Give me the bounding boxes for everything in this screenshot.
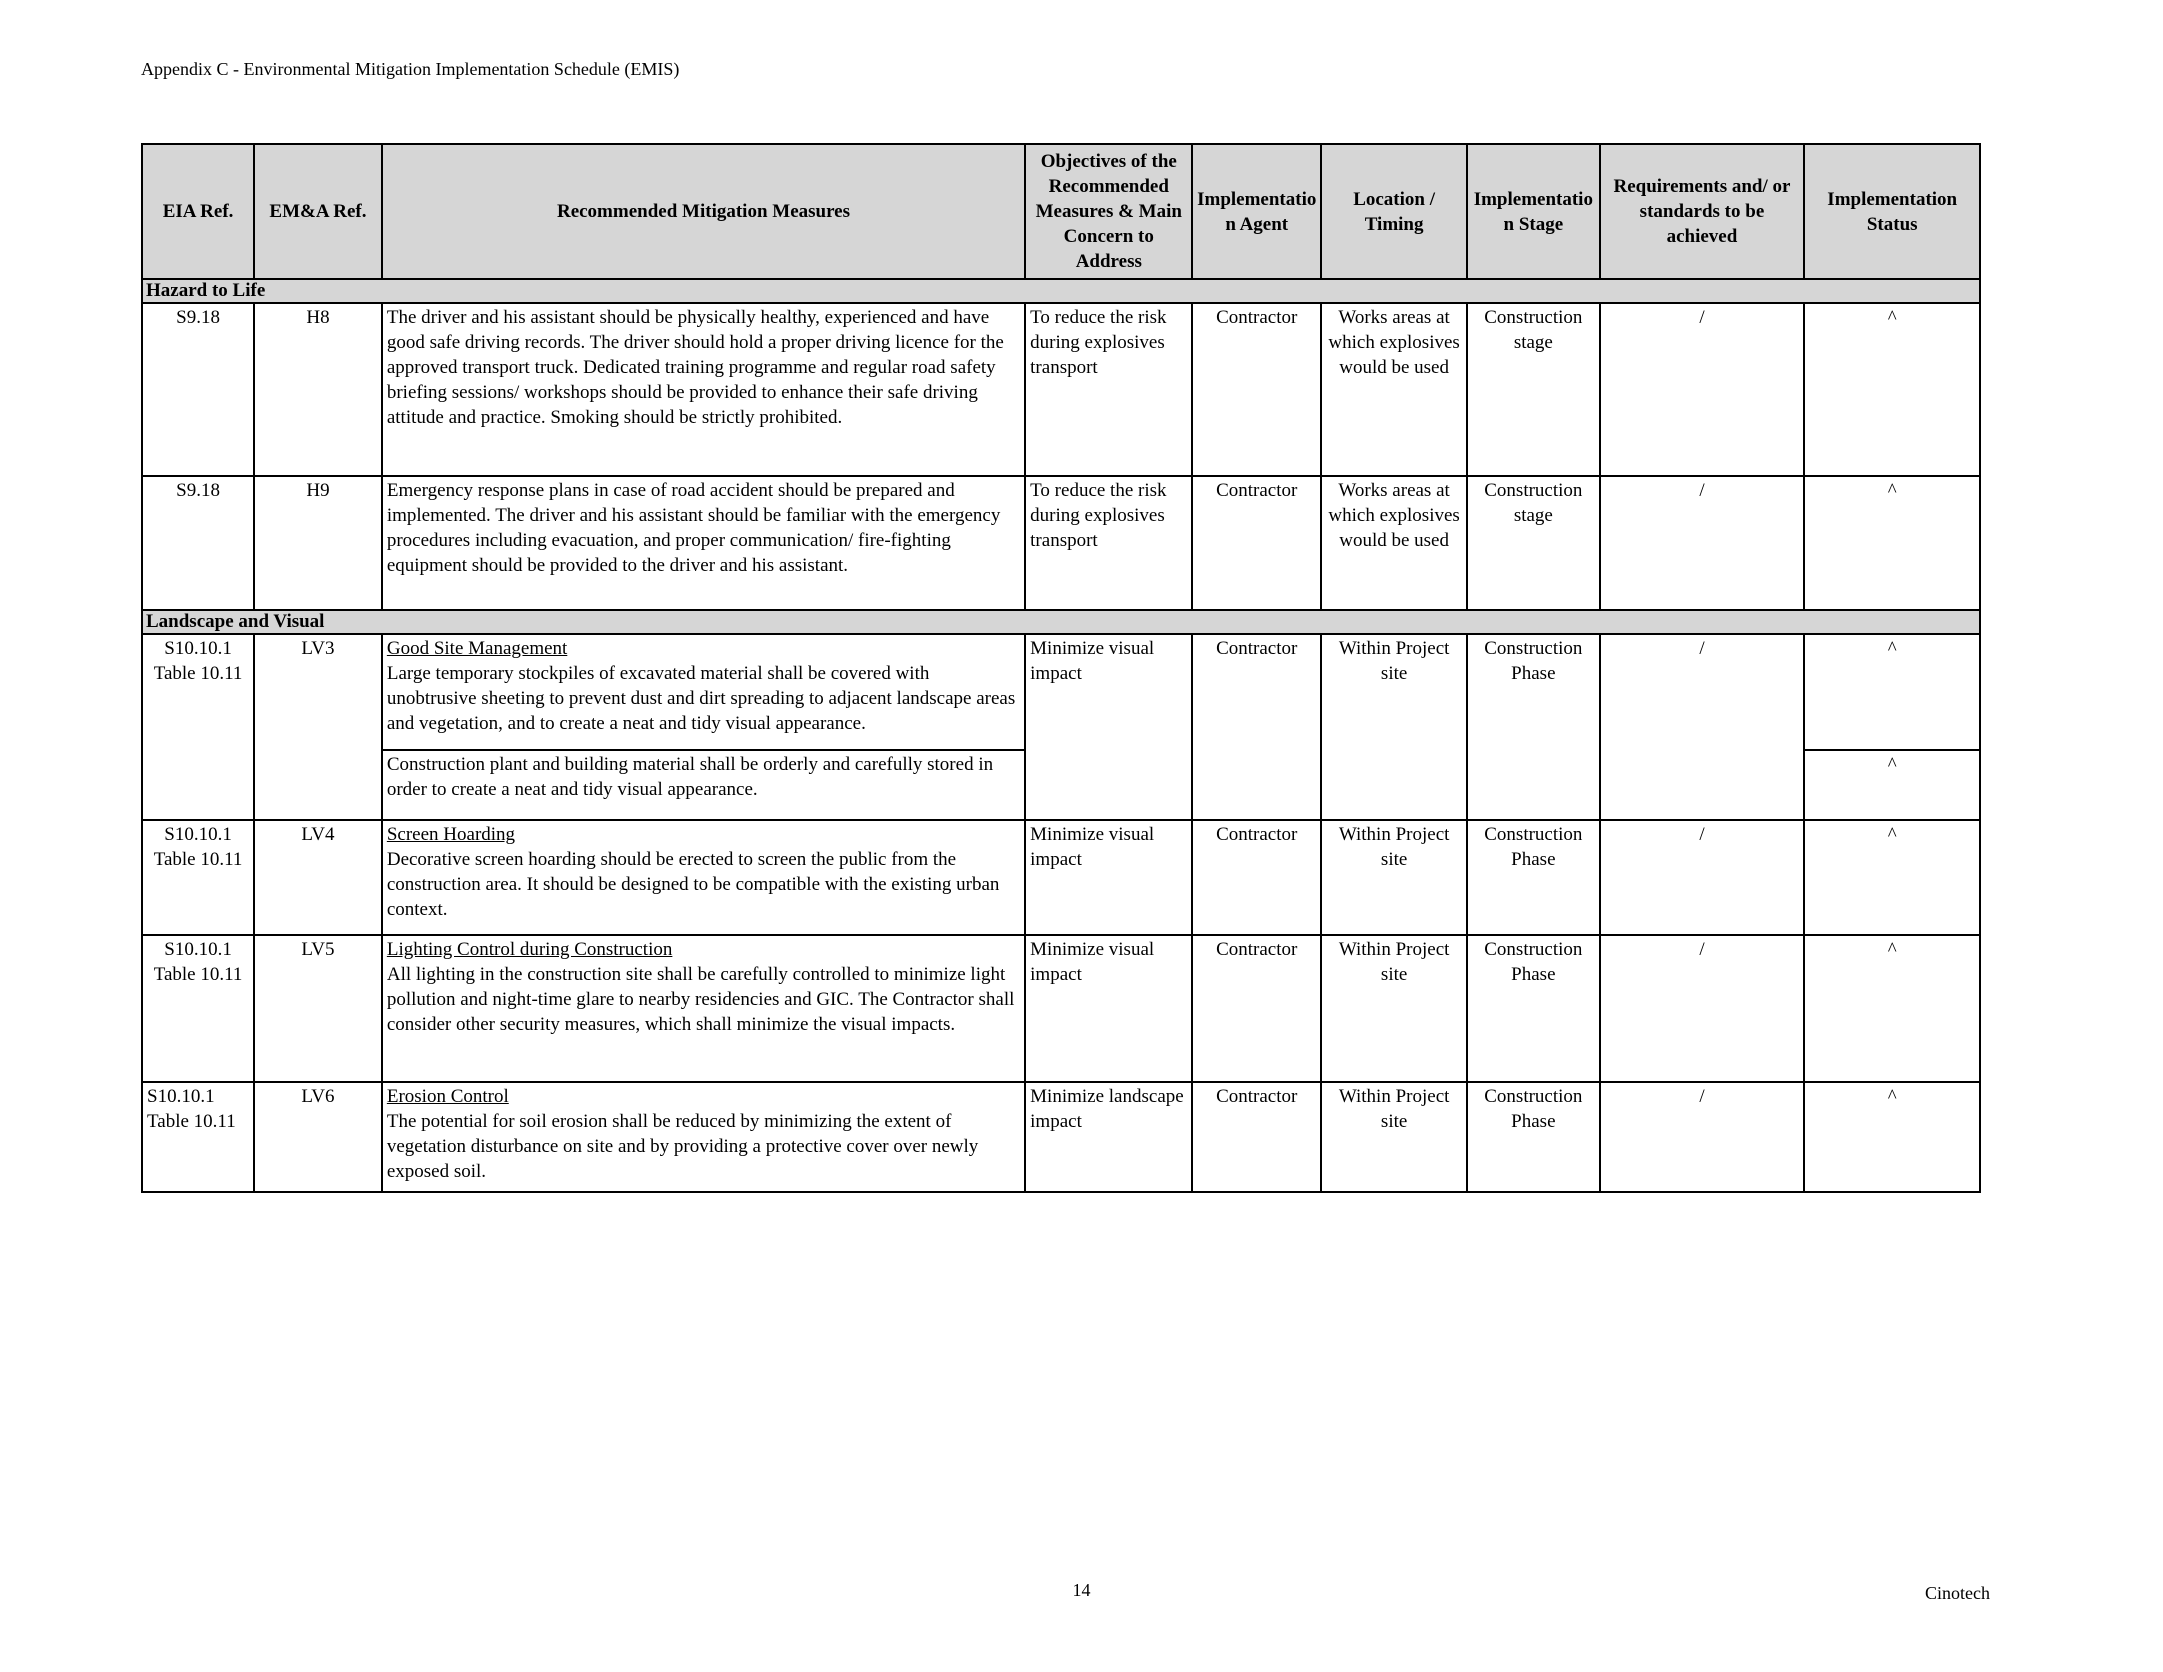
cell-ema-ref: LV5 bbox=[254, 935, 382, 1082]
page-number: 14 bbox=[1072, 1580, 1091, 1600]
cell-agent: Contractor bbox=[1192, 935, 1321, 1082]
cell-location: Within Project site bbox=[1321, 820, 1467, 935]
cell-eia-ref: S9.18 bbox=[142, 476, 254, 610]
cell-measure bbox=[382, 1082, 1025, 1192]
cell-location: Within Project site bbox=[1321, 935, 1467, 1082]
table-row-lv3 bbox=[142, 634, 1980, 750]
cell-measure bbox=[382, 303, 1025, 476]
cell-requirements: / bbox=[1600, 935, 1805, 1082]
section-title: Hazard to Life bbox=[142, 279, 1980, 303]
cell-location: Within Project site bbox=[1321, 634, 1467, 820]
document-title: Appendix C - Environmental Mitigation Implementation Schedule (EMIS) bbox=[141, 59, 680, 79]
cell-objective: To reduce the risk during explosives transport bbox=[1025, 476, 1192, 610]
cell-status: ^ bbox=[1804, 634, 1980, 750]
cell-ema-ref: LV4 bbox=[254, 820, 382, 935]
cell-stage: Construction Phase bbox=[1467, 820, 1599, 935]
measure-heading: Erosion Control bbox=[386, 1086, 509, 1107]
cell-objective: Minimize visual impact bbox=[1025, 935, 1192, 1082]
cell-measure bbox=[382, 935, 1025, 1082]
measure-heading: Good Site Management bbox=[386, 638, 568, 659]
cell-location: Works areas at which explosives would be used bbox=[1321, 476, 1467, 610]
cell-agent: Contractor bbox=[1192, 634, 1321, 820]
table-row-lv4 bbox=[142, 820, 1980, 935]
cell-measure bbox=[382, 634, 1025, 750]
cell-status: ^ bbox=[1804, 935, 1980, 1082]
cell-eia-ref: S10.10.1 Table 10.11 bbox=[142, 1082, 254, 1192]
cell-objective: To reduce the risk during explosives transport bbox=[1025, 303, 1192, 476]
cell-agent: Contractor bbox=[1192, 476, 1321, 610]
cell-ema-ref: H9 bbox=[254, 476, 382, 610]
cell-status: ^ bbox=[1804, 820, 1980, 935]
section-title: Landscape and Visual bbox=[142, 610, 1980, 634]
measure-body: Emergency response plans in case of road accident should be prepared and implemented. The driver and his assistant should be familiar with the emergency procedures including evacuation, and proper communication/ fire-fighting equipment should be provided to the driver and his assistant. bbox=[386, 480, 1001, 576]
table-row-h8 bbox=[142, 303, 1980, 476]
table-row-lv6 bbox=[142, 1082, 1980, 1192]
measure-body: All lighting in the construction site shall be carefully controlled to minimize light pollution and night-time glare to nearby residencies and GIC. The Contractor shall consider other security measures, which shall minimize the visual impacts. bbox=[386, 964, 1015, 1035]
cell-measure bbox=[382, 750, 1025, 820]
table-row-h9 bbox=[142, 476, 1980, 610]
measure-body: The driver and his assistant should be physically healthy, experienced and have good safe driving records. The driver should hold a proper driving licence for the approved transport truck. Dedicated training programme and regular road safety briefing sessions/ workshops should be provided to enhance their safe driving attitude and practice. Smoking should be strictly prohibited. bbox=[386, 307, 1004, 428]
emis-table bbox=[141, 143, 1981, 1193]
cell-status: ^ bbox=[1804, 1082, 1980, 1192]
col-header-objectives: Objectives of the Recommended Measures & Main Concern to Address bbox=[1025, 144, 1192, 279]
col-header-stage: Implementation Stage bbox=[1467, 144, 1599, 279]
cell-ema-ref: H8 bbox=[254, 303, 382, 476]
col-header-requirements: Requirements and/ or standards to be achieved bbox=[1600, 144, 1805, 279]
cell-requirements: / bbox=[1600, 1082, 1805, 1192]
cell-objective: Minimize visual impact bbox=[1025, 634, 1192, 820]
col-header-measures: Recommended Mitigation Measures bbox=[382, 144, 1025, 279]
measure-body: Construction plant and building material shall be orderly and carefully stored in order to create a neat and tidy visual appearance. bbox=[386, 754, 994, 800]
cell-stage: Construction Phase bbox=[1467, 634, 1599, 820]
cell-location: Within Project site bbox=[1321, 1082, 1467, 1192]
cell-eia-ref: S10.10.1 Table 10.11 bbox=[142, 820, 254, 935]
cell-eia-ref: S9.18 bbox=[142, 303, 254, 476]
cell-requirements: / bbox=[1600, 820, 1805, 935]
section-row-hazard-to-life bbox=[142, 279, 1980, 303]
table-row-lv5 bbox=[142, 935, 1980, 1082]
measure-body: Decorative screen hoarding should be erected to screen the public from the construction area. It should be designed to be compatible with the existing urban context. bbox=[386, 849, 1000, 920]
cell-objective: Minimize visual impact bbox=[1025, 820, 1192, 935]
cell-agent: Contractor bbox=[1192, 1082, 1321, 1192]
cell-stage: Construction Phase bbox=[1467, 1082, 1599, 1192]
col-header-agent: Implementation Agent bbox=[1192, 144, 1321, 279]
measure-body: The potential for soil erosion shall be reduced by minimizing the extent of vegetation disturbance on site and by providing a protective cover over newly exposed soil. bbox=[386, 1111, 979, 1182]
cell-eia-ref: S10.10.1 Table 10.11 bbox=[142, 935, 254, 1082]
table-header-row bbox=[142, 144, 1980, 279]
measure-heading: Lighting Control during Construction bbox=[386, 939, 673, 960]
cell-agent: Contractor bbox=[1192, 820, 1321, 935]
col-header-ema-ref: EM&A Ref. bbox=[254, 144, 382, 279]
measure-body: Large temporary stockpiles of excavated material shall be covered with unobtrusive sheeting to prevent dust and dirt spreading to adjacent landscape areas and vegetation, and to create a neat and tidy visual appearance. bbox=[386, 663, 1016, 734]
cell-measure bbox=[382, 820, 1025, 935]
footer-company-name: Cinotech bbox=[1925, 1583, 1990, 1603]
cell-ema-ref: LV3 bbox=[254, 634, 382, 820]
cell-measure bbox=[382, 476, 1025, 610]
cell-objective: Minimize landscape impact bbox=[1025, 1082, 1192, 1192]
col-header-status: Implementation Status bbox=[1804, 144, 1980, 279]
cell-location: Works areas at which explosives would be used bbox=[1321, 303, 1467, 476]
cell-agent: Contractor bbox=[1192, 303, 1321, 476]
cell-requirements: / bbox=[1600, 476, 1805, 610]
cell-stage: Construction Phase bbox=[1467, 935, 1599, 1082]
cell-status: ^ bbox=[1804, 476, 1980, 610]
cell-requirements: / bbox=[1600, 634, 1805, 820]
cell-status: ^ bbox=[1804, 303, 1980, 476]
cell-ema-ref: LV6 bbox=[254, 1082, 382, 1192]
measure-heading: Screen Hoarding bbox=[386, 824, 516, 845]
cell-status: ^ bbox=[1804, 750, 1980, 820]
cell-eia-ref: S10.10.1 Table 10.11 bbox=[142, 634, 254, 820]
col-header-eia-ref: EIA Ref. bbox=[142, 144, 254, 279]
col-header-location: Location / Timing bbox=[1321, 144, 1467, 279]
cell-stage: Construction stage bbox=[1467, 476, 1599, 610]
section-row-landscape-and-visual bbox=[142, 610, 1980, 634]
cell-stage: Construction stage bbox=[1467, 303, 1599, 476]
cell-requirements: / bbox=[1600, 303, 1805, 476]
